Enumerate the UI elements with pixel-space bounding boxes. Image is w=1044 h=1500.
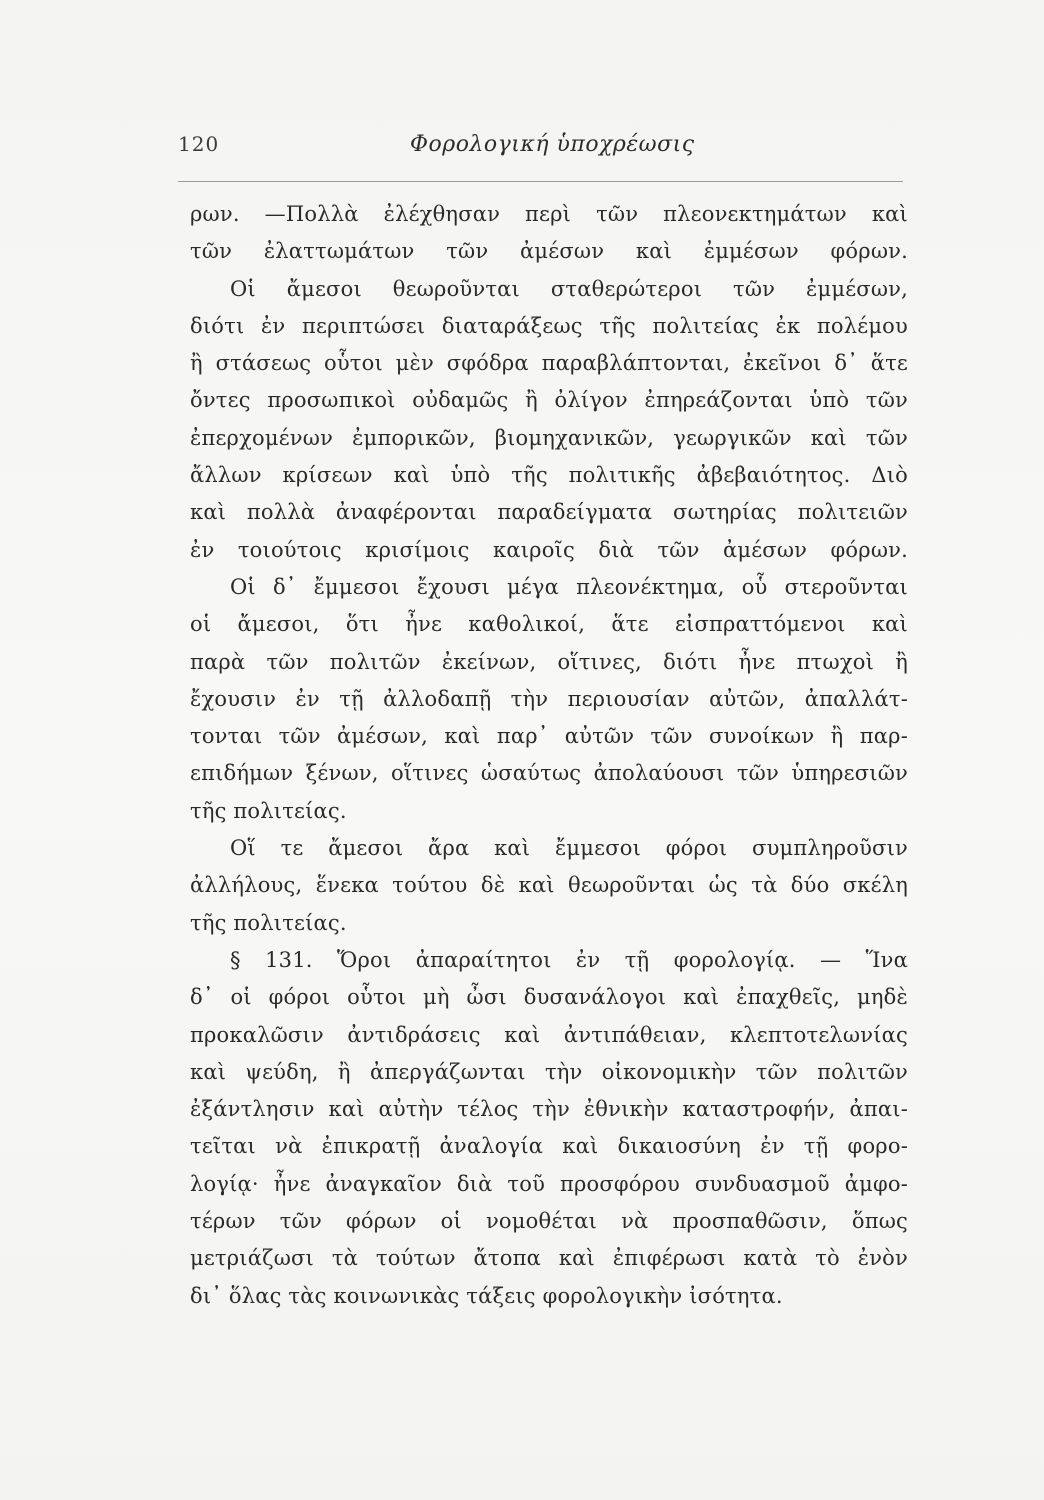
text-line: τῆς πολιτείας. [190, 798, 347, 823]
text-line: καὶ πολλὰ ἀναφέρονται παραδείγματα σωτηρίας πολιτειῶν [190, 500, 908, 525]
text-line: Οἵ τε ἄμεσοι ἄρα καὶ ἔμμεσοι φόροι συμπληροῦσιν [230, 836, 908, 861]
body-text [190, 196, 908, 1315]
text-line: ἢ στάσεως οὗτοι μὲν σφόδρα παραβλάπτονται, ἐκεῖνοι δ᾿ ἅτε [190, 351, 908, 376]
section-heading-line: § 131. Ὅροι ἀπαραίτητοι ἐν τῇ φορολογίᾳ. — Ἵνα [230, 947, 908, 972]
text-line: ἄλλων κρίσεων καὶ ὑπὸ τῆς πολιτικῆς ἀβεβαιότητος. Διὸ [190, 463, 908, 488]
text-line: τῶν ἐλαττωμάτων τῶν ἀμέσων καὶ ἐμμέσων φόρων. [190, 239, 908, 264]
page-header [178, 132, 908, 172]
text-line: ἐξάντλησιν καὶ αὐτὴν τέλος τὴν ἐθνικὴν καταστροφήν, ἀπαι- [190, 1097, 908, 1122]
text-line: διότι ἐν περιπτώσει διαταράξεως τῆς πολιτείας ἐκ πολέμου [190, 313, 908, 338]
text-line: ἐπερχομένων ἐμπορικῶν, βιομηχανικῶν, γεωργικῶν καὶ τῶν [190, 425, 908, 450]
text-line: ἐν τοιούτοις κρισίμοις καιροῖς διὰ τῶν ἀμέσων φόρων. [190, 537, 908, 562]
text-line: Οἱ ἄμεσοι θεωροῦνται σταθερώτεροι τῶν ἐμμέσων, [230, 276, 908, 301]
header-divider [178, 181, 903, 182]
text-line: τονται τῶν ἀμέσων, καὶ παρ᾿ αὐτῶν τῶν συνοίκων ἢ παρ- [190, 724, 908, 749]
text-line: οἱ ἄμεσοι, ὅτι ἦνε καθολικοί, ἅτε εἰσπραττόμενοι καὶ [190, 612, 908, 637]
text-line: παρὰ τῶν πολιτῶν ἐκείνων, οἵτινες, διότι ἦνε πτωχοὶ ἢ [190, 649, 908, 674]
text-line: ρων. —Πολλὰ ἐλέχθησαν περὶ τῶν πλεονεκτημάτων καὶ [190, 202, 908, 226]
text-line: τέρων τῶν φόρων οἱ νομοθέται νὰ προσπαθῶσιν, ὅπως [190, 1209, 908, 1234]
text-line: ἔχουσιν ἐν τῇ ἀλλοδαπῇ τὴν περιουσίαν αὐτῶν, ἀπαλλάτ- [190, 686, 908, 711]
page-number: 120 [178, 132, 220, 156]
text-line: επιδήμων ξένων, οἵτινες ὡσαύτως ἀπολαύουσι τῶν ὑπηρεσιῶν [190, 761, 908, 786]
text-line: τεῖται νὰ ἐπικρατῇ ἀναλογία καὶ δικαιοσύνη ἐν τῇ φορο- [190, 1134, 908, 1159]
text-line: Οἱ δ᾿ ἔμμεσοι ἔχουσι μέγα πλεονέκτημα, οὗ στεροῦνται [230, 574, 908, 599]
text-line: καὶ ψεύδη, ἢ ἀπεργάζωνται τὴν οἰκονομικὴν τῶν πολιτῶν [190, 1059, 908, 1084]
text-line: μετριάζωσι τὰ τούτων ἄτοπα καὶ ἐπιφέρωσι κατὰ τὸ ἐνὸν [190, 1246, 908, 1271]
text-line: δ᾿ οἱ φόροι οὗτοι μὴ ὦσι δυσανάλογοι καὶ ἐπαχθεῖς, μηδὲ [190, 985, 908, 1010]
text-line: λογίᾳ· ἦνε ἀναγκαῖον διὰ τοῦ προσφόρου συνδυασμοῦ ἀμφο- [190, 1171, 908, 1196]
text-line: δι᾿ ὅλας τὰς κοινωνικὰς τάξεις φορολογικὴν ἰσότητα. [190, 1283, 783, 1308]
text-line: ὄντες προσωπικοὶ οὐδαμῶς ἢ ὀλίγον ἐπηρεάζονται ὑπὸ τῶν [190, 388, 908, 413]
text-line: τῆς πολιτείας. [190, 910, 347, 935]
text-line: ἀλλήλους, ἕνεκα τούτου δὲ καὶ θεωροῦνται ὡς τὰ δύο σκέλη [190, 873, 908, 898]
text-line: προκαλῶσιν ἀντιδράσεις καὶ ἀντιπάθειαν, κλεπτοτελωνίας [190, 1022, 908, 1047]
running-title: Φορολογική ὑποχρέωσις [410, 132, 695, 157]
